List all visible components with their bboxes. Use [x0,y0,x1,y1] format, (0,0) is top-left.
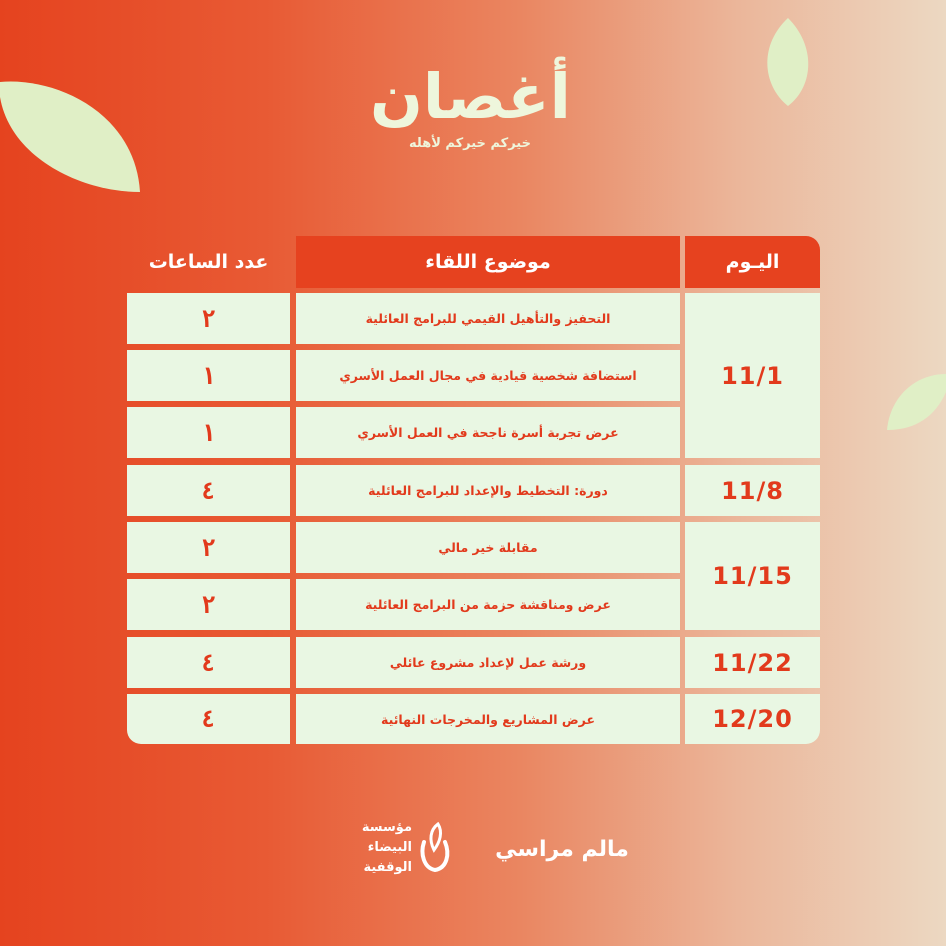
topic-cell: عرض تجربة أسرة ناجحة في العمل الأسري [296,407,680,458]
hours-cell: ٤ [127,694,290,744]
leaf-right-decoration [885,372,946,432]
leaf-top-right-decoration [758,16,818,108]
hours-cell: ٢ [127,579,290,630]
day-cell: 11/22 [685,637,820,688]
header-day: اليـوم [685,236,820,288]
header-topic: موضوع اللقاء [296,236,680,288]
topic-cell: استضافة شخصية قيادية في مجال العمل الأسري [296,350,680,401]
hours-cell: ٢ [127,522,290,573]
day-cell: 11/1 [685,293,820,458]
hours-cell: ٢ [127,293,290,344]
hours-cell: ٤ [127,465,290,516]
feather-icon [416,820,454,878]
hours-cell: ١ [127,407,290,458]
day-cell: 11/15 [685,522,820,630]
topic-cell: ورشة عمل لإعداد مشروع عائلي [296,637,680,688]
topic-cell: عرض ومناقشة حزمة من البرامج العائلية [296,579,680,630]
topic-cell: دورة: التخطيط والإعداد للبرامج العائلية [296,465,680,516]
leaf-top-left-decoration [0,72,150,197]
logo-name: أغصان [370,60,571,133]
topic-cell: مقابلة خير مالي [296,522,680,573]
day-cell: 12/20 [685,694,820,744]
hours-cell: ١ [127,350,290,401]
topic-cell: التحفيز والتأهيل القيمي للبرامج العائلية [296,293,680,344]
hours-cell: ٤ [127,637,290,688]
logo-tagline: خيركم خيركم لأهله [409,136,531,151]
sponsor-name: مؤسسة البيضاء الوقفية [361,820,412,875]
day-cell: 11/8 [685,465,820,516]
aghsan-logo [370,62,570,151]
header-hours: عدد الساعات [148,251,269,273]
topic-cell: عرض المشاريع والمخرجات النهائية [296,694,680,744]
sponsor-logo-marasi: مالم مراسي [495,837,629,862]
sponsor-logo-albaydha [360,816,455,882]
